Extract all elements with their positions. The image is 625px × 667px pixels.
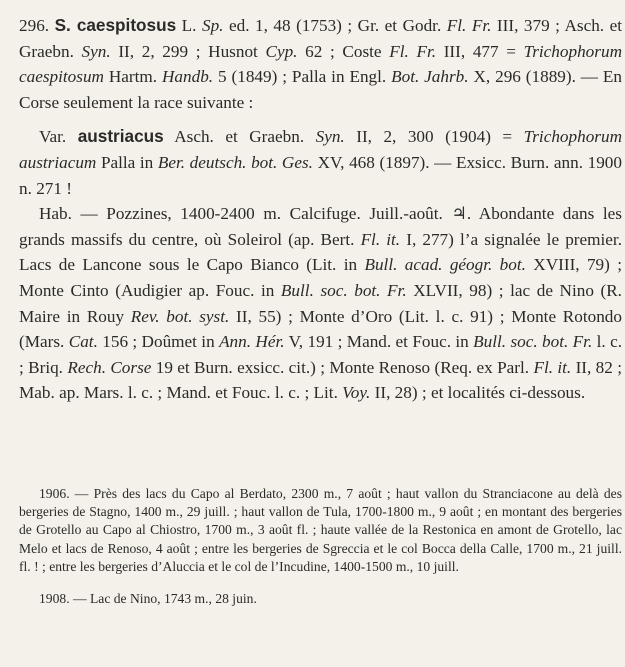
text-run: ed. 1, 48 (1753) ; Gr. et Godr. (223, 16, 447, 35)
citation-title: Cat. (68, 332, 98, 352)
text-run: 5 (1849) ; Palla in Engl. (213, 67, 392, 87)
citation-title: Cyp. (265, 41, 298, 61)
taxon-name: austriacus (77, 126, 164, 147)
citation-title: Bull. soc. bot. Fr. (473, 332, 593, 352)
text-run: XV, 468 (1897). — Exsicc. Burn. ann. 1900 n. 271 ! (19, 152, 622, 198)
text-run: V, 191 ; Mand. et Fouc. in (284, 332, 474, 352)
citation-title: Fl. Fr. (446, 16, 492, 35)
text-run: Hab. — Pozzines, 1400-2400 m. Calcifuge. Juill.-août. ♃. Abondante dans les grands massifs du centre, où Soleirol (ap. Bert. (19, 204, 622, 249)
citation-title: Trichophorum austriacum (19, 127, 622, 172)
citation-title: Sp. (201, 16, 224, 35)
citation-title: Syn. (81, 41, 111, 61)
text-run: II, 2, 299 ; Husnot (110, 41, 266, 61)
text-run: 156 ; Doûmet in (97, 332, 220, 352)
text-run: XVIII, 79) ; Monte Cinto (Audigier ap. Fouc. in (19, 255, 622, 300)
text-run: III, 477 = (436, 41, 524, 61)
text-run: 1906. — Près des lacs du Capo al Berdato, 2300 m., 7 août ; haut vallon du Stranciacone au delà des bergeries de Stagno, 1400 m., 29 juill. ; haut vallon de Tula, 1700-1800 m., 9 août ; en montant des bergeries de Grotello au Capo al Chiostro, 1700 m., 3 août fl. ; haute vallée de la Restonica en amont de Grotello, lac Melo et lacs de Renoso, 4 août ; entre les bergeries de Sgreccia et le col Bocca della Calle, 1700 m., 21 juill. fl. ! ; entre les bergeries d’Aluccia et le col de l’Incudine, 1400-1500 m., 10 juill. (19, 486, 622, 574)
text-run: Var. (39, 127, 78, 147)
text-run: l. c. ; Briq. (19, 332, 622, 377)
citation-title: Fl. it. (360, 229, 401, 249)
citation-title: Rev. bot. syst. (130, 306, 230, 326)
variety-paragraph (19, 124, 622, 201)
species-heading-paragraph (19, 13, 622, 115)
text-run: Hartm. (103, 67, 162, 87)
text-run: II, 28) ; et localités ci-dessous. (370, 383, 586, 403)
text-run: Asch. et Graebn. (163, 127, 316, 147)
citation-title: Bot. Jahrb. (391, 67, 469, 87)
habitat-paragraph (19, 201, 622, 406)
citation-title: Handb. (162, 67, 214, 87)
collection-records (19, 485, 622, 608)
citation-title: Rech. Corse (67, 357, 152, 377)
text-run: III, 379 ; Asch. et Graebn. (19, 16, 623, 61)
citation-title: Trichophorum caespitosum (19, 41, 622, 87)
citation-title: Bull. soc. bot. Fr. (280, 280, 407, 300)
citation-title: Fl. it. (533, 357, 572, 377)
text-run: 19 et Burn. exsicc. cit.) ; Monte Renoso (Req. ex Parl. (151, 357, 534, 377)
text-run: II, 82 ; Mab. ap. Mars. l. c. ; Mand. et Fouc. l. c. ; Lit. (19, 357, 622, 403)
text-run: 62 ; Coste (297, 41, 390, 61)
citation-title: Voy. (342, 383, 371, 403)
species-entry (19, 13, 622, 406)
text-run: Palla in (96, 152, 158, 172)
text-run: L. (176, 16, 202, 35)
text-run: I, 277) l’a signalée le premier. Lacs de Lancone sous le Capo Bianco (Lit. in (19, 229, 622, 275)
citation-title: Fl. Fr. (389, 41, 437, 61)
taxon-name: S. caespitosus (54, 15, 177, 35)
citation-title: Ann. Hér. (219, 332, 285, 352)
citation-title: Syn. (315, 127, 345, 147)
text-run: XLVII, 98) ; lac de Nino (R. Maire in Rouy (19, 280, 622, 326)
text-run: 296. (19, 16, 55, 35)
text-run: 1908. — Lac de Nino, 1743 m., 28 juin. (39, 591, 257, 607)
record-1908 (19, 590, 622, 608)
text-run: II, 2, 300 (1904) = (344, 127, 524, 147)
text-run: X, 296 (1889). — En Corse seulement la race suivante : (19, 67, 622, 112)
record-1906 (19, 485, 622, 576)
text-run: II, 55) ; Monte d’Oro (Lit. l. c. 91) ; Monte Rotondo (Mars. (19, 306, 622, 352)
citation-title: Ber. deutsch. bot. Ges. (157, 152, 313, 172)
citation-title: Bull. acad. géogr. bot. (364, 255, 526, 275)
